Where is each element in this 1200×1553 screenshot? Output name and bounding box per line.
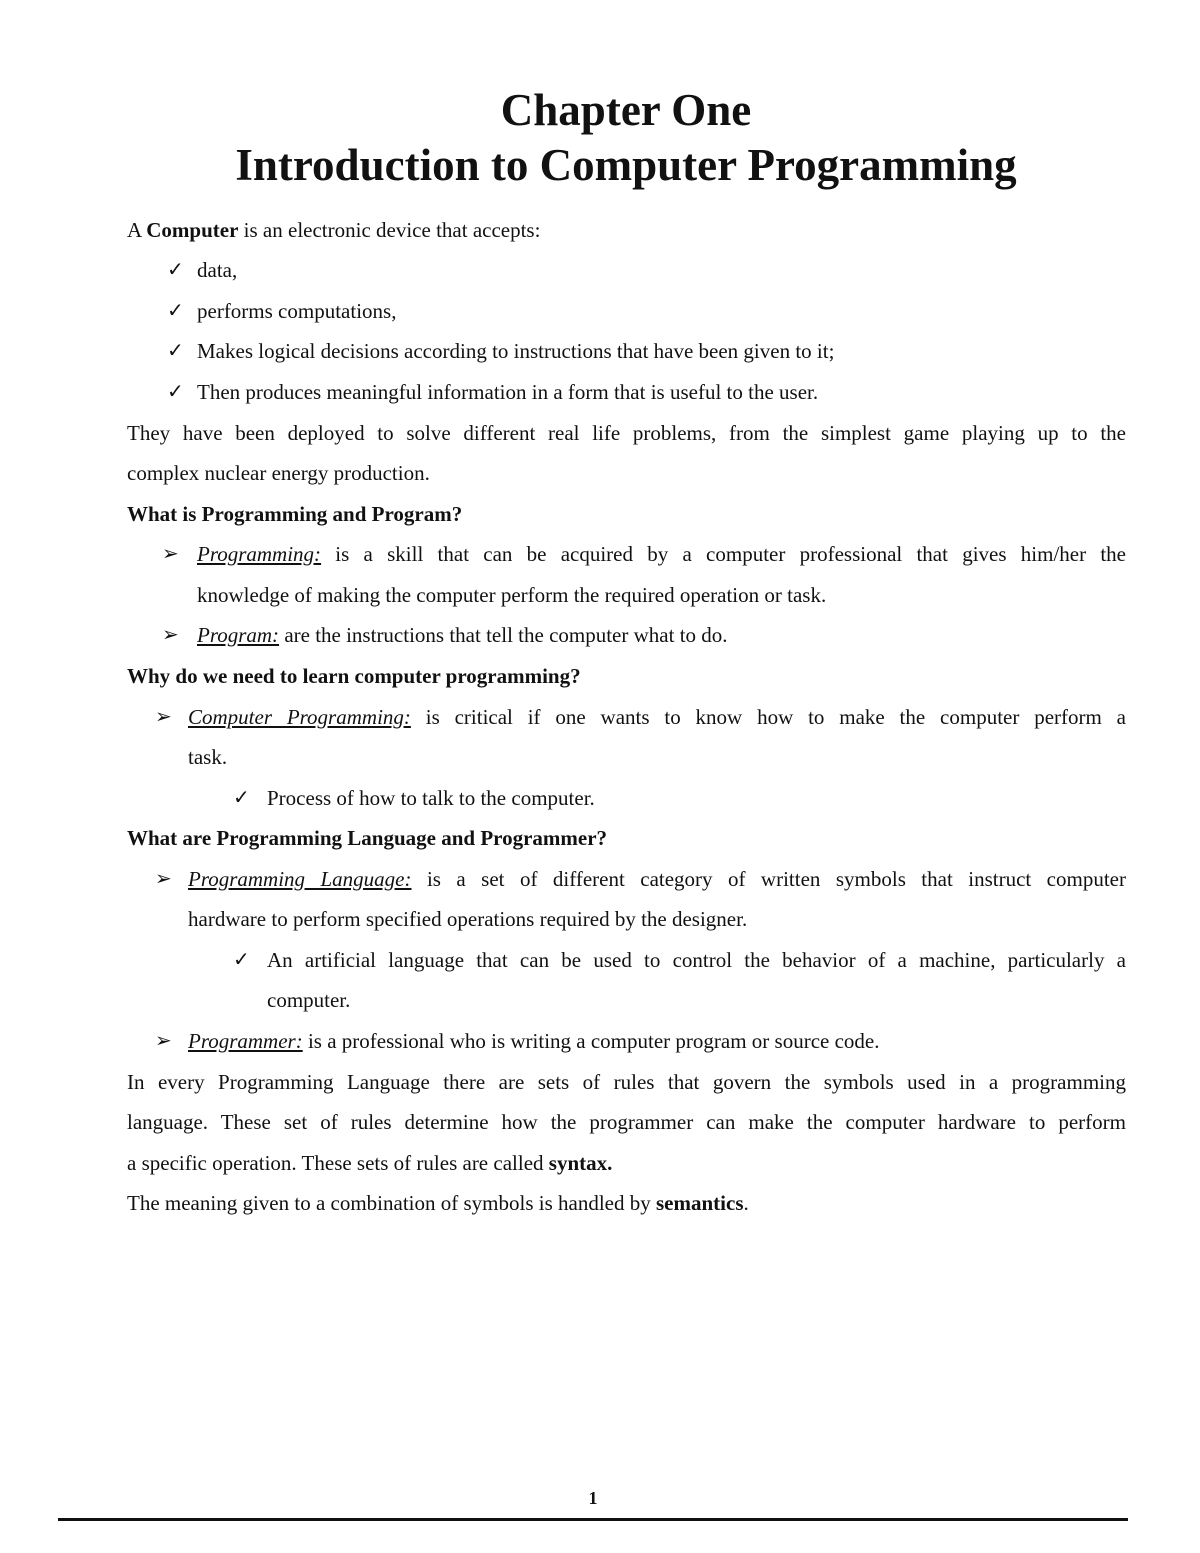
syntax-paragraph-line3: a specific operation. These sets of rules are called syntax. [127,1151,613,1175]
list-item: Then produces meaningful information in a form that is useful to the user. [197,380,819,404]
list-item: Makes logical decisions according to instructions that have been given to it; [197,339,835,363]
intro-sentence: A Computer is an electronic device that accepts: [127,218,541,242]
sub-item: Process of how to talk to the computer. [267,786,595,810]
definition-program: Program: are the instructions that tell the computer what to do. [197,623,728,647]
list-item: performs computations, [197,299,397,323]
semantics-paragraph: The meaning given to a combination of symbols is handled by semantics. [127,1191,749,1215]
page-number: 1 [588,1488,598,1508]
deployed-paragraph-line1: They have been deployed to solve different real life problems, from the simplest game playing up to the [127,421,1126,445]
term-computer: Computer [146,218,239,242]
check-icon: ✓ [167,340,184,362]
check-icon: ✓ [167,259,184,281]
definition-computer-programming-cont: task. [188,745,228,769]
check-icon: ✓ [167,381,184,403]
check-icon: ✓ [233,949,250,971]
definition-programming-language: Programming Language: is a set of different category of written symbols that instruct computer [188,867,1126,891]
sub-item: An artificial language that can be used to control the behavior of a machine, particularly a [267,948,1126,972]
check-icon: ✓ [233,787,250,809]
syntax-paragraph-line1: In every Programming Language there are sets of rules that govern the symbols used in a programming [127,1070,1126,1094]
definition-programming-cont: knowledge of making the computer perform the required operation or task. [197,583,827,607]
chapter-title: Chapter One [500,85,752,135]
section-heading: What are Programming Language and Programmer? [127,826,608,850]
definition-computer-programming: Computer Programming: is critical if one wants to know how to make the computer perform a [188,705,1126,729]
list-item: data, [197,258,238,282]
term-syntax: syntax. [548,1151,613,1175]
arrow-bullet-icon: ➢ [162,543,179,565]
check-icon: ✓ [167,300,184,322]
definition-programming-language-cont: hardware to perform specified operations required by the designer. [188,907,748,931]
definition-programming: Programming: is a skill that can be acquired by a computer professional that gives him/her the [197,542,1126,566]
arrow-bullet-icon: ➢ [162,624,179,646]
definition-programmer: Programmer: is a professional who is writing a computer program or source code. [188,1029,880,1053]
arrow-bullet-icon: ➢ [155,706,172,728]
section-heading: What is Programming and Program? [127,502,463,526]
term-semantics: semantics [656,1191,744,1215]
chapter-subtitle: Introduction to Computer Programming [235,140,1017,190]
syntax-paragraph-line2: language. These set of rules determine how the programmer can make the computer hardware to perform [127,1110,1126,1134]
arrow-bullet-icon: ➢ [155,1030,172,1052]
footer-rule [58,1518,1128,1521]
sub-item-cont: computer. [267,988,351,1012]
section-heading: Why do we need to learn computer programming? [127,664,581,688]
deployed-paragraph-line2: complex nuclear energy production. [127,461,430,485]
arrow-bullet-icon: ➢ [155,868,172,890]
